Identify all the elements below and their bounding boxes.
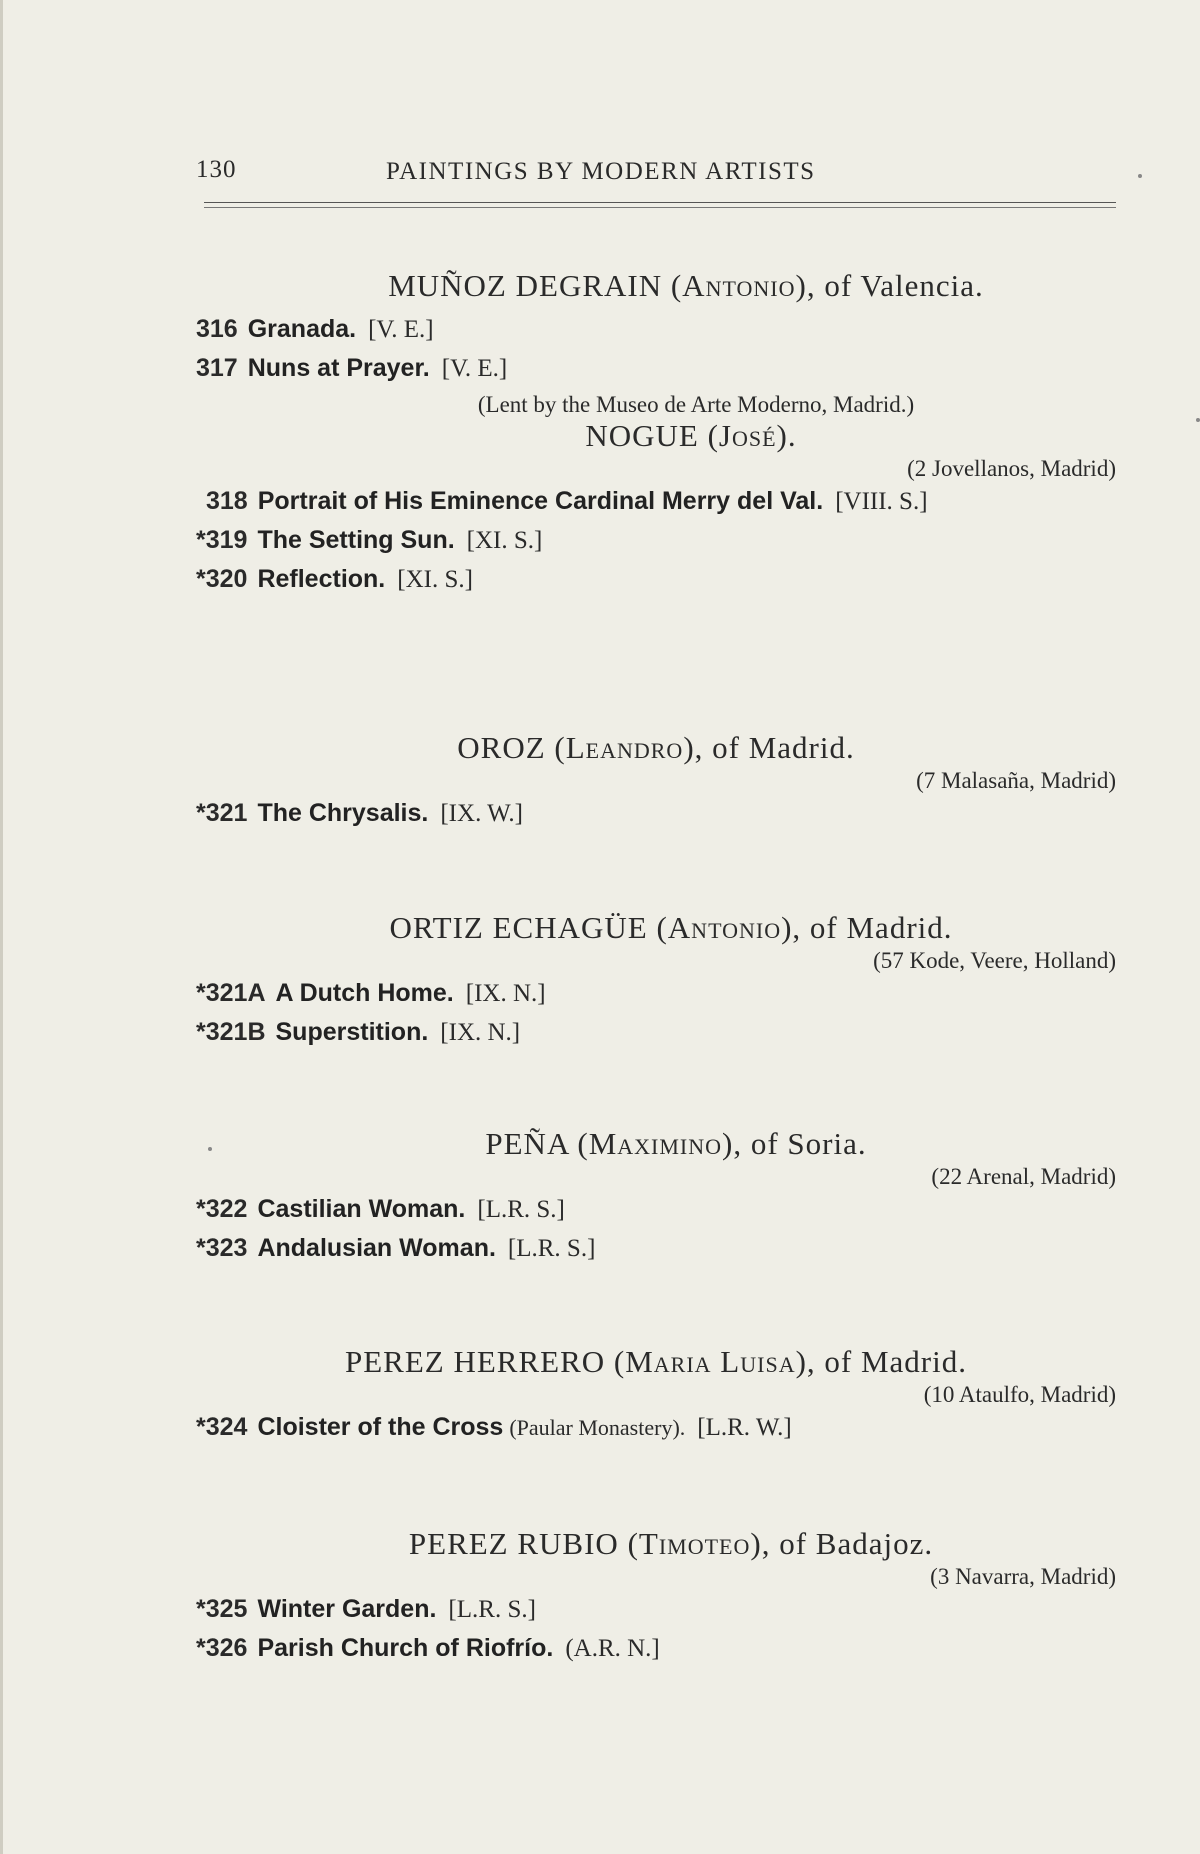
paper-speck (1196, 418, 1200, 422)
artist-place: , of Madrid. (806, 1344, 967, 1379)
artist-place: , of Valencia. (806, 268, 984, 303)
artist-heading (196, 1126, 1116, 1162)
artist-address: (7 Malasaña, Madrid) (916, 768, 1116, 793)
entry-number: *321A (196, 979, 266, 1007)
artist-address: (57 Kode, Veere, Holland) (873, 948, 1116, 973)
entry-title: Castilian Woman. (257, 1195, 466, 1223)
page-header (196, 150, 1116, 194)
entry-title: Granada. (247, 315, 357, 343)
catalogue-entry (196, 482, 1116, 521)
entry-number: *323 (196, 1234, 248, 1262)
catalogue-entry (196, 349, 1116, 388)
artist-section-oroz (196, 730, 1116, 833)
entry-title: A Dutch Home. (275, 979, 454, 1007)
catalogue-entry (196, 1013, 1116, 1052)
entry-location: [V. E.] (441, 355, 508, 382)
artist-address: (3 Navarra, Madrid) (930, 1564, 1116, 1589)
artist-heading (196, 730, 1116, 766)
page-number: 130 (196, 156, 237, 183)
entry-number: 318 (206, 487, 248, 515)
paper-speck (1138, 174, 1142, 178)
entry-number: *321 (196, 799, 248, 827)
artist-section-perez-rubio (196, 1526, 1116, 1668)
artist-given-name: (Antonio) (656, 910, 793, 945)
entry-title: Cloister of the Cross (257, 1413, 504, 1441)
artist-place: , of Soria. (733, 1126, 867, 1161)
artist-surname: ORTIZ ECHAGÜE (389, 910, 648, 945)
artist-section-pena (196, 1126, 1116, 1268)
artist-place: , of Badajoz. (761, 1526, 934, 1561)
catalogue-entry (196, 560, 1116, 599)
entry-number: *324 (196, 1413, 248, 1441)
artist-heading (196, 268, 1116, 304)
paper-speck (208, 1147, 212, 1151)
entry-number: *319 (196, 526, 248, 554)
entry-title: Andalusian Woman. (257, 1234, 496, 1262)
catalogue-entry (196, 1629, 1116, 1668)
entry-location: [VIII. S.] (835, 488, 928, 515)
catalogue-entry (196, 1229, 1116, 1268)
entry-number: *321B (196, 1018, 266, 1046)
catalogue-entry (196, 310, 1116, 349)
artist-address: (22 Arenal, Madrid) (931, 1164, 1116, 1189)
artist-section-nogue (196, 418, 1116, 599)
entry-location: (A.R. N.] (565, 1635, 660, 1662)
artist-given-name: (Leandro) (554, 730, 695, 765)
catalogue-entry (196, 1590, 1116, 1629)
entry-location: [L.R. S.] (477, 1196, 565, 1223)
entry-note: (Paular Monastery). (509, 1415, 686, 1440)
entry-number: 317 (196, 354, 238, 382)
entry-number: *322 (196, 1195, 248, 1223)
entry-title: The Setting Sun. (257, 526, 455, 554)
catalogue-entry (196, 1190, 1116, 1229)
artist-section-perez-herrero (196, 1344, 1116, 1447)
entry-title: Nuns at Prayer. (247, 354, 430, 382)
entry-location: [IX. N.] (440, 1019, 521, 1046)
entry-number: *320 (196, 565, 248, 593)
catalogue-entry (196, 794, 1116, 833)
entry-number: *326 (196, 1634, 248, 1662)
header-rule (204, 202, 1116, 208)
entry-title: Portrait of His Eminence Cardinal Merry del Val. (257, 487, 824, 515)
artist-given-name: (Antonio) (670, 268, 807, 303)
artist-place: , of Madrid. (694, 730, 855, 765)
artist-given-name: (Timoteo) (627, 1526, 762, 1561)
entry-location: [XI. S.] (466, 527, 543, 554)
artist-address: (10 Ataulfo, Madrid) (923, 1382, 1116, 1407)
entry-location: [IX. W.] (440, 800, 523, 827)
catalogue-entry (196, 1408, 1116, 1447)
catalogue-page (196, 150, 1116, 1662)
entry-number: 316 (196, 315, 238, 343)
entry-title: Reflection. (257, 565, 386, 593)
entry-location: [V. E.] (368, 316, 434, 343)
catalogue-entry (196, 521, 1116, 560)
artist-section-ortiz-echague (196, 910, 1116, 1052)
artist-heading (196, 1526, 1116, 1562)
entry-location: [L.R. W.] (697, 1414, 792, 1441)
artist-surname: NOGUE (585, 418, 699, 453)
entry-location: [L.R. S.] (448, 1596, 536, 1623)
entry-location: [IX. N.] (465, 980, 546, 1007)
artist-given-name: (Maria Luisa) (613, 1344, 807, 1379)
catalogue-entry (196, 974, 1116, 1013)
artist-section-munoz-degrain (196, 268, 1116, 418)
artist-given-name: (José). (707, 418, 797, 453)
entry-title: Superstition. (275, 1018, 429, 1046)
artist-surname: OROZ (457, 730, 546, 765)
artist-surname: PEÑA (485, 1126, 569, 1161)
artist-heading (196, 1344, 1116, 1380)
artist-given-name: (Maximino) (577, 1126, 734, 1161)
page-edge (0, 0, 3, 1854)
artist-heading (196, 418, 1116, 454)
artist-address: (2 Jovellanos, Madrid) (907, 456, 1116, 481)
artist-heading (196, 910, 1116, 946)
entry-location: [XI. S.] (397, 566, 473, 593)
entry-title: Parish Church of Riofrío. (257, 1634, 554, 1662)
artist-surname: MUÑOZ DEGRAIN (388, 268, 663, 303)
entry-title: The Chrysalis. (257, 799, 429, 827)
running-title: PAINTINGS BY MODERN ARTISTS (386, 158, 816, 185)
entry-number: *325 (196, 1595, 248, 1623)
artist-place: , of Madrid. (792, 910, 953, 945)
artist-surname: PEREZ HERRERO (344, 1344, 606, 1379)
lender-note: (Lent by the Museo de Arte Moderno, Madrid.) (477, 392, 915, 417)
entry-title: Winter Garden. (257, 1595, 437, 1623)
entry-location: [L.R. S.] (507, 1235, 596, 1262)
artist-surname: PEREZ RUBIO (408, 1526, 619, 1561)
